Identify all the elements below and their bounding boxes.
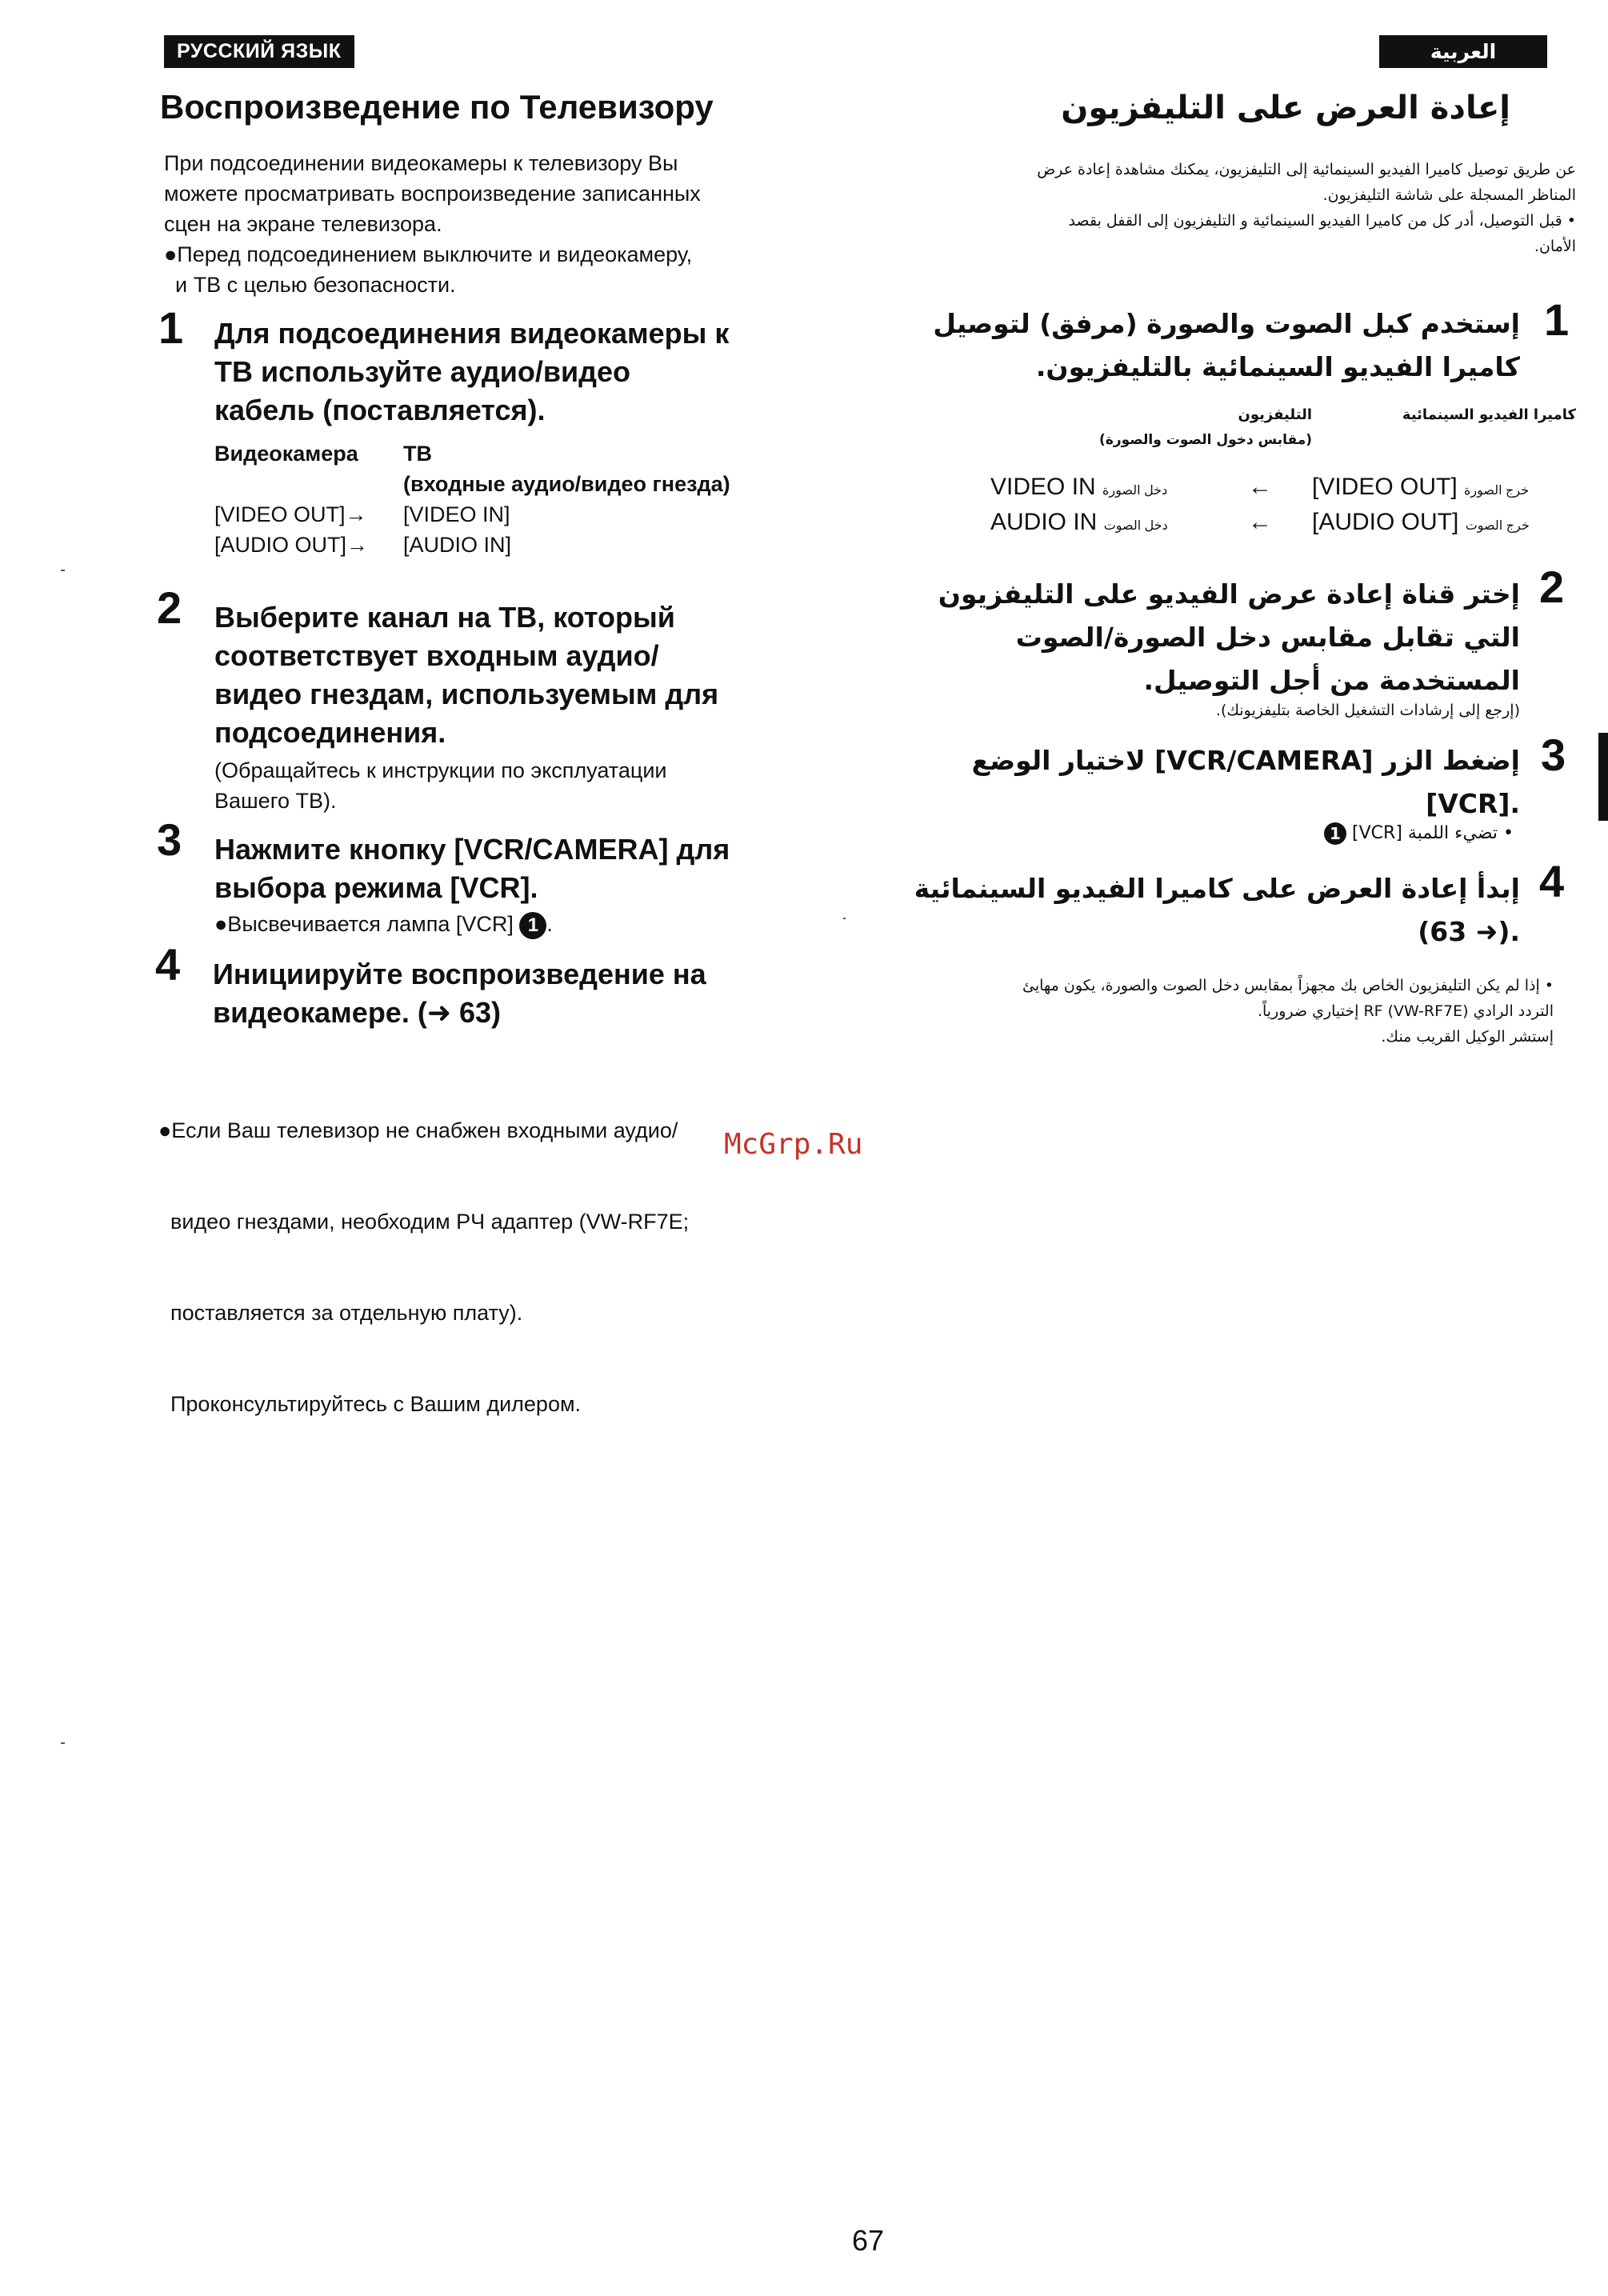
note-line: Вашего ТВ). — [214, 789, 337, 813]
step-1-heading — [214, 314, 822, 430]
column-tv: ТВ — [403, 442, 432, 466]
jack-key: [AUDIO OUT] — [1312, 509, 1459, 535]
step-2-heading — [214, 598, 822, 752]
page-title-russian: Воспроизведение по Телевизору — [160, 88, 714, 126]
heading-line: .(➜ 63) — [1418, 916, 1520, 947]
step-number: 2 — [1539, 562, 1565, 612]
step-number: 1 — [1544, 294, 1570, 345]
step-1-heading-arabic — [864, 302, 1520, 389]
jack-in — [990, 509, 1168, 536]
thumb-tab-bar — [1598, 733, 1608, 821]
step-3-heading-arabic — [864, 739, 1520, 826]
connection-table-russian — [214, 438, 822, 560]
jack-key: [VIDEO OUT] — [1312, 474, 1458, 500]
footnote-russian — [158, 1054, 846, 1450]
heading-line: .[VCR] — [1426, 788, 1520, 819]
arrow-icon: ← — [1248, 474, 1272, 500]
step-number: 4 — [155, 939, 181, 990]
page-title-arabic: إعادة العرض على التليفزيون — [1061, 90, 1510, 126]
jack-label: دخل الصورة — [1102, 484, 1168, 498]
heading-line: إضغط الزر [VCR/CAMERA] لاختيار الوضع — [971, 745, 1520, 776]
lamp-note: • تضيء اللمبة [VCR] — [1352, 823, 1514, 843]
step-number: 4 — [1539, 856, 1565, 906]
jack-in — [990, 474, 1167, 501]
jack-label: خرج الصورة — [1464, 484, 1530, 498]
jack-from: [VIDEO OUT]→ — [214, 502, 367, 526]
intro-arabic — [920, 157, 1576, 259]
footnote-line: поставляется за отдельную плату). — [158, 1301, 523, 1325]
step-number: 2 — [157, 582, 182, 633]
intro-line: При подсоединении видеокамеры к телевизору Вы — [164, 151, 678, 175]
heading-line: Для подсоединения видеокамеры к — [214, 317, 730, 350]
intro-line: • قبل التوصيل، أدر كل من كاميرا الفيديو السينمائية و التليفزيون إلى القفل بقصد — [1068, 212, 1576, 230]
heading-line: إبدأ إعادة العرض على كاميرا الفيديو السينمائية — [914, 873, 1520, 904]
jack-out — [1312, 509, 1530, 536]
step-3-note-arabic — [1324, 822, 1514, 845]
heading-line: видеокамере. (➜ 63) — [213, 996, 502, 1029]
step-4-heading-arabic — [832, 867, 1520, 954]
jack-key: VIDEO IN — [990, 474, 1096, 500]
intro-russian — [164, 148, 852, 300]
page-number: 67 — [852, 2224, 885, 2257]
step-number: 3 — [1541, 730, 1566, 780]
footnote-line: إستشر الوكيل القريب منك. — [1381, 1028, 1554, 1046]
column-camera: كاميرا الفيديو السينمائية — [1402, 406, 1576, 423]
intro-line: الأمان. — [1534, 238, 1576, 255]
lamp-note: ●Высвечивается лампа [VCR] — [214, 912, 514, 936]
lamp-marker-icon: 1 — [519, 912, 546, 939]
intro-line: и ТВ с целью безопасности. — [175, 273, 456, 297]
heading-line: إستخدم كبل الصوت والصورة (مرفق) لتوصيل — [933, 308, 1520, 339]
step-4-heading — [213, 955, 821, 1032]
connection-table-arabic — [928, 406, 1576, 558]
jack-to: [VIDEO IN] — [403, 502, 510, 526]
language-tab-russian: РУССКИЙ ЯЗЫК — [164, 35, 354, 68]
intro-line: عن طريق توصيل كاميرا الفيديو السينمائية إلى التليفزيون، يمكنك مشاهدة إعادة عرض — [1037, 161, 1576, 178]
watermark: McGrp.Ru — [724, 1128, 863, 1161]
intro-line: المناظر المسجلة على شاشة التليفزيون. — [1322, 186, 1576, 204]
heading-line: Нажмите кнопку [VCR/CAMERA] для — [214, 833, 730, 866]
intro-line: ●Перед подсоединением выключите и видеокамеру, — [164, 242, 693, 266]
heading-line: ТВ используйте аудио/видео — [214, 355, 631, 388]
heading-line: соответствует входным аудио/ — [214, 639, 659, 672]
scan-speck — [843, 918, 846, 919]
footnote-line: Проконсультируйтесь с Вашим дилером. — [158, 1392, 582, 1416]
intro-line: сцен на экране телевизора. — [164, 212, 442, 236]
heading-line: Инициируйте воспроизведение на — [213, 958, 706, 990]
jack-key: AUDIO IN — [990, 509, 1098, 535]
heading-line: кабель (поставляется). — [214, 394, 546, 426]
jack-out — [1312, 474, 1529, 501]
footnote-arabic — [898, 973, 1554, 1050]
scan-speck — [61, 570, 65, 571]
step-number: 3 — [157, 814, 182, 865]
step-2-note — [214, 755, 822, 816]
footnote-line: видео гнездами, необходим РЧ адаптер (VW-RF7E; — [158, 1210, 690, 1234]
step-2-heading-arabic — [864, 573, 1520, 702]
column-tv: التليفزيون — [1238, 406, 1312, 423]
intro-line: можете просматривать воспроизведение записанных — [164, 182, 701, 206]
jack-label: خرج الصوت — [1465, 519, 1530, 533]
step-3-note: ●Высвечивается лампа [VCR] 1 . — [214, 909, 553, 939]
heading-line: كاميرا الفيديو السينمائية بالتليفزيون. — [1035, 351, 1520, 382]
column-camera: Видеокамера — [214, 442, 358, 466]
step-3-heading — [214, 830, 822, 907]
jack-from: [AUDIO OUT]→ — [214, 533, 369, 557]
step-2-note-arabic: (إرجع إلى إرشادات التشغيل الخاصة بتليفزيونك). — [1215, 702, 1520, 719]
tv-jacks-caption: (входные аудио/видео гнезда) — [403, 472, 730, 496]
heading-line: التي تقابل مقابس دخل الصورة/الصوت — [1015, 622, 1520, 653]
tv-jacks-caption: (مقابس دخول الصوت والصورة) — [1099, 432, 1312, 448]
language-tab-arabic: العربية — [1379, 35, 1547, 68]
footnote-line: • إذا لم يكن التليفزيون الخاص بك مجهزاً بمقابس دخل الصوت والصورة، يكون مهايئ — [1022, 977, 1554, 994]
note-line: (Обращайтесь к инструкции по эксплуатации — [214, 758, 667, 782]
heading-line: подсоединения. — [214, 716, 446, 749]
step-number: 1 — [158, 302, 184, 353]
jack-label: دخل الصوت — [1103, 519, 1168, 533]
heading-line: видео гнездам, используемым для — [214, 678, 719, 710]
heading-line: Выберите канал на ТВ, который — [214, 601, 675, 634]
arrow-icon: ← — [1248, 509, 1272, 535]
heading-line: выбора режима [VCR]. — [214, 871, 538, 904]
heading-line: إختر قناة إعادة عرض الفيديو على التليفزيون — [938, 578, 1520, 610]
footnote-line: ●Если Ваш телевизор не снабжен входными аудио/ — [158, 1118, 678, 1142]
footnote-line: التردد الرادي RF (VW-RF7E) إختياري ضرورياً. — [1257, 1002, 1554, 1020]
lamp-marker-icon: 1 — [1324, 822, 1346, 845]
scan-speck — [61, 1742, 65, 1744]
heading-line: المستخدمة من أجل التوصيل. — [1143, 665, 1520, 696]
jack-to: [AUDIO IN] — [403, 533, 512, 557]
